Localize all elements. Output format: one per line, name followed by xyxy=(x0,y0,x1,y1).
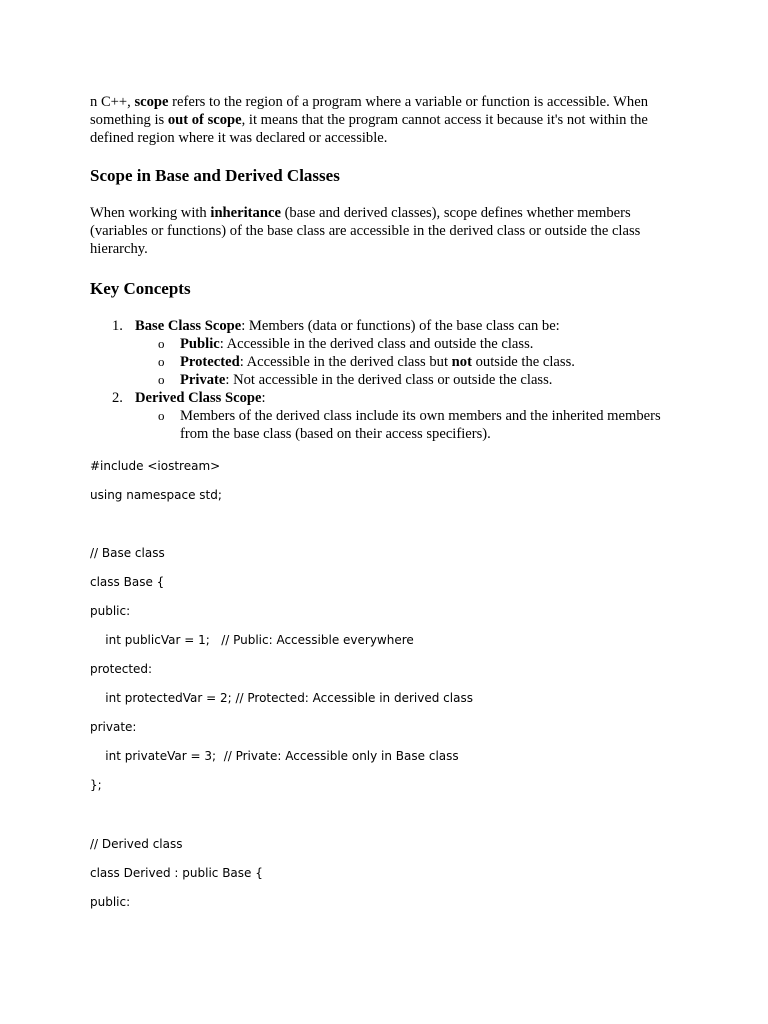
section-heading-scope: Scope in Base and Derived Classes xyxy=(90,166,340,185)
sub-list-item xyxy=(135,371,690,389)
sub-list-item xyxy=(135,335,690,353)
sub-item-bold: Private xyxy=(180,372,226,388)
bullet-icon: o xyxy=(158,336,165,351)
document-page xyxy=(90,93,690,443)
code-line: int protectedVar = 2; // Protected: Accessible in derived class xyxy=(90,691,473,705)
code-line: // Derived class xyxy=(90,837,183,851)
list-item-bold: Base Class Scope xyxy=(135,318,242,334)
list-item-bold: Derived Class Scope xyxy=(135,390,262,406)
list-item xyxy=(90,317,690,389)
intro-bold-out-of-scope: out of scope xyxy=(167,112,242,128)
sub-item-text: : Not accessible in the derived class or outside the class. xyxy=(225,372,553,388)
sub-item-bold: Protected xyxy=(180,354,240,370)
sub-list-item xyxy=(135,353,690,371)
intro-bold-scope: scope xyxy=(134,94,169,110)
sub-list xyxy=(135,335,690,389)
list-item xyxy=(90,389,690,443)
code-line: public: xyxy=(90,604,131,618)
sub-item-text-2: outside the class. xyxy=(471,354,575,370)
code-line: class Derived : public Base { xyxy=(90,866,263,880)
code-line: class Base { xyxy=(90,575,165,589)
sub-item-text: : Accessible in the derived class but xyxy=(239,354,452,370)
sub-item-text: : Accessible in the derived class and outside the class. xyxy=(219,336,534,352)
inheritance-text-1: When working with xyxy=(90,205,211,221)
intro-paragraph xyxy=(90,93,690,147)
list-item-text: : xyxy=(261,390,266,406)
intro-text-3: , it means that the program cannot access it because it's not within the defined region where it was declared or accessible. xyxy=(90,112,648,146)
sub-list xyxy=(135,407,690,443)
bullet-icon: o xyxy=(158,354,165,369)
intro-text-2: refers to the region of a program where a variable or function is accessible. When something is xyxy=(90,94,649,128)
code-line: using namespace std; xyxy=(90,488,222,502)
code-line: // Base class xyxy=(90,546,165,560)
bullet-icon: o xyxy=(158,372,165,387)
sub-item-bold-2: not xyxy=(451,354,472,370)
code-line: int privateVar = 3; // Private: Accessible only in Base class xyxy=(90,749,459,763)
code-line: private: xyxy=(90,720,137,734)
code-line: protected: xyxy=(90,662,153,676)
list-number: 2. xyxy=(112,390,123,406)
code-line: public: xyxy=(90,895,131,909)
bullet-icon: o xyxy=(158,408,165,423)
code-line: }; xyxy=(90,778,102,792)
sub-list-item xyxy=(135,407,690,443)
code-line: int publicVar = 1; // Public: Accessible everywhere xyxy=(90,633,414,647)
key-concepts-list xyxy=(90,317,690,443)
sub-item-text: Members of the derived class include its own members and the inherited members from the base class (based on their access specifiers). xyxy=(180,408,661,442)
code-line: #include <iostream> xyxy=(90,459,221,473)
list-item-text: : Members (data or functions) of the base class can be: xyxy=(241,318,560,334)
intro-text-1: n C++, xyxy=(90,94,135,110)
inheritance-bold: inheritance xyxy=(210,205,281,221)
section-heading-key-concepts: Key Concepts xyxy=(90,279,191,298)
list-number: 1. xyxy=(112,318,123,334)
inheritance-text-2: (base and derived classes), scope defines whether members (variables or functions) of the base class are accessible in the derived class or outside the class hierarchy. xyxy=(90,205,641,257)
inheritance-paragraph xyxy=(90,204,690,258)
sub-item-bold: Public xyxy=(180,336,220,352)
